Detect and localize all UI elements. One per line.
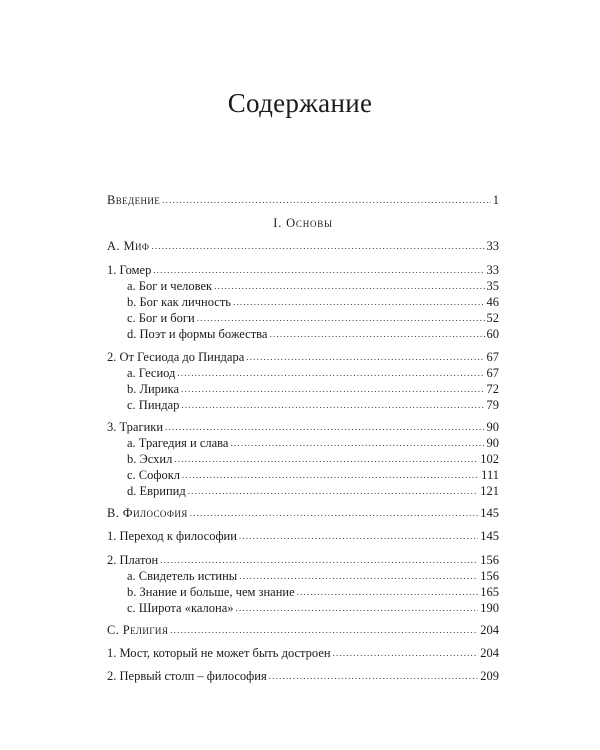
dot-leader (181, 397, 484, 413)
toc-entry-page: 33 (486, 263, 499, 277)
toc-entry-page: 209 (480, 669, 499, 683)
dot-leader (162, 192, 491, 208)
dot-leader (333, 645, 479, 661)
toc-entry-page: 190 (480, 601, 499, 615)
toc-entry-label: 3. Трагики (107, 420, 164, 434)
toc-entry-page: 156 (480, 553, 499, 567)
toc-subentry (127, 435, 499, 451)
toc-subentry (127, 365, 499, 381)
toc-entry-label: a. Гесиод (127, 366, 176, 380)
dot-leader (181, 381, 484, 397)
toc-entry-page: 46 (486, 295, 499, 309)
dot-leader (246, 349, 484, 365)
toc-entry-page: 72 (486, 382, 499, 396)
toc-entry-page: 90 (486, 436, 499, 450)
dot-leader (230, 435, 484, 451)
toc-subentry (127, 600, 499, 616)
toc-chapter-tragic (107, 419, 499, 435)
toc-entry-label: 2. Платон (107, 553, 159, 567)
toc-subentry (127, 483, 499, 499)
toc-entry-page: 67 (486, 366, 499, 380)
toc-chapter-homer (107, 262, 499, 278)
toc-entry-page: 52 (486, 311, 499, 325)
dot-leader (197, 310, 485, 326)
toc-entry-label: 2. Первый столп – философия (107, 669, 267, 683)
toc-entry-label: a. Бог и человек (127, 279, 213, 293)
dot-leader (269, 668, 479, 684)
toc-entry-label: d. Поэт и формы божества (127, 327, 268, 341)
toc-section-c (107, 622, 499, 638)
toc-entry-page: 79 (486, 398, 499, 412)
toc-chapter-transition (107, 528, 499, 544)
toc-entry-page: 121 (480, 484, 499, 498)
toc-subentry (127, 568, 499, 584)
toc-entry-page: 60 (486, 327, 499, 341)
toc-entry-label: Введение (107, 193, 161, 207)
dot-leader (269, 326, 484, 342)
toc-chapter-plato (107, 552, 499, 568)
dot-leader (188, 483, 479, 499)
toc-subentry (127, 451, 499, 467)
toc-section-b (107, 505, 499, 521)
toc-entry-page: 204 (480, 623, 499, 637)
dot-leader (214, 278, 484, 294)
toc-entry-label: d. Еврипид (127, 484, 186, 498)
toc-entry-page: 102 (480, 452, 499, 466)
toc-subentry (127, 326, 499, 342)
toc-subentry (127, 584, 499, 600)
toc-entry-page: 165 (480, 585, 499, 599)
dot-leader (151, 238, 484, 254)
toc-chapter-pillar (107, 668, 499, 684)
toc-entry-label: В. Философия (107, 506, 188, 520)
toc-chapter-bridge (107, 645, 499, 661)
dot-leader (153, 262, 484, 278)
toc-entry-label: b. Лирика (127, 382, 180, 396)
toc-entry-page: 145 (480, 529, 499, 543)
dot-leader (160, 552, 478, 568)
dot-leader (236, 600, 479, 616)
page-title: Содержание (227, 88, 373, 118)
toc-subentry (127, 278, 499, 294)
toc-entry-page: 204 (480, 646, 499, 660)
toc-entry-label: 1. Мост, который не может быть достроен (107, 646, 331, 660)
toc-entry-label: c. Широта «калона» (127, 601, 234, 615)
dot-leader (239, 528, 478, 544)
toc-entry-label: 2. От Гесиода до Пиндара (107, 350, 245, 364)
dot-leader (297, 584, 479, 600)
toc-entry-label: c. Софокл (127, 468, 181, 482)
dot-leader (165, 419, 484, 435)
toc-entry-page: 33 (486, 239, 499, 253)
toc-entry-label: С. Религия (107, 623, 169, 637)
toc-entry-intro (107, 192, 499, 208)
toc-subentry (127, 310, 499, 326)
toc-entry-label: А. Миф (107, 239, 150, 253)
toc-entry-label: a. Трагедия и слава (127, 436, 229, 450)
dot-leader (182, 467, 479, 483)
part-heading: I. Основы (273, 216, 333, 230)
dot-leader (174, 451, 478, 467)
toc-section-a (107, 238, 499, 254)
toc-entry-page: 90 (486, 420, 499, 434)
toc-entry-page: 67 (486, 350, 499, 364)
toc-entry-label: c. Пиндар (127, 398, 180, 412)
dot-leader (233, 294, 485, 310)
toc-entry-page: 145 (480, 506, 499, 520)
toc-entry-label: b. Эсхил (127, 452, 173, 466)
toc-entry-page: 35 (486, 279, 499, 293)
toc-entry-label: 1. Переход к философии (107, 529, 237, 543)
toc-entry-label: a. Свидетель истины (127, 569, 238, 583)
dot-leader (170, 622, 478, 638)
toc-subentry (127, 294, 499, 310)
toc-entry-page: 1 (492, 193, 499, 207)
toc-entry-label: b. Бог как личность (127, 295, 231, 309)
toc-chapter-hesiod (107, 349, 499, 365)
toc-entry-page: 111 (481, 468, 499, 482)
toc-subentry (127, 467, 499, 483)
toc-subentry (127, 381, 499, 397)
toc-subentry (127, 397, 499, 413)
dot-leader (190, 505, 479, 521)
toc-entry-page: 156 (480, 569, 499, 583)
toc-entry-label: 1. Гомер (107, 263, 152, 277)
dot-leader (177, 365, 484, 381)
dot-leader (239, 568, 478, 584)
toc-entry-label: b. Знание и больше, чем знание (127, 585, 295, 599)
toc-entry-label: c. Бог и боги (127, 311, 195, 325)
